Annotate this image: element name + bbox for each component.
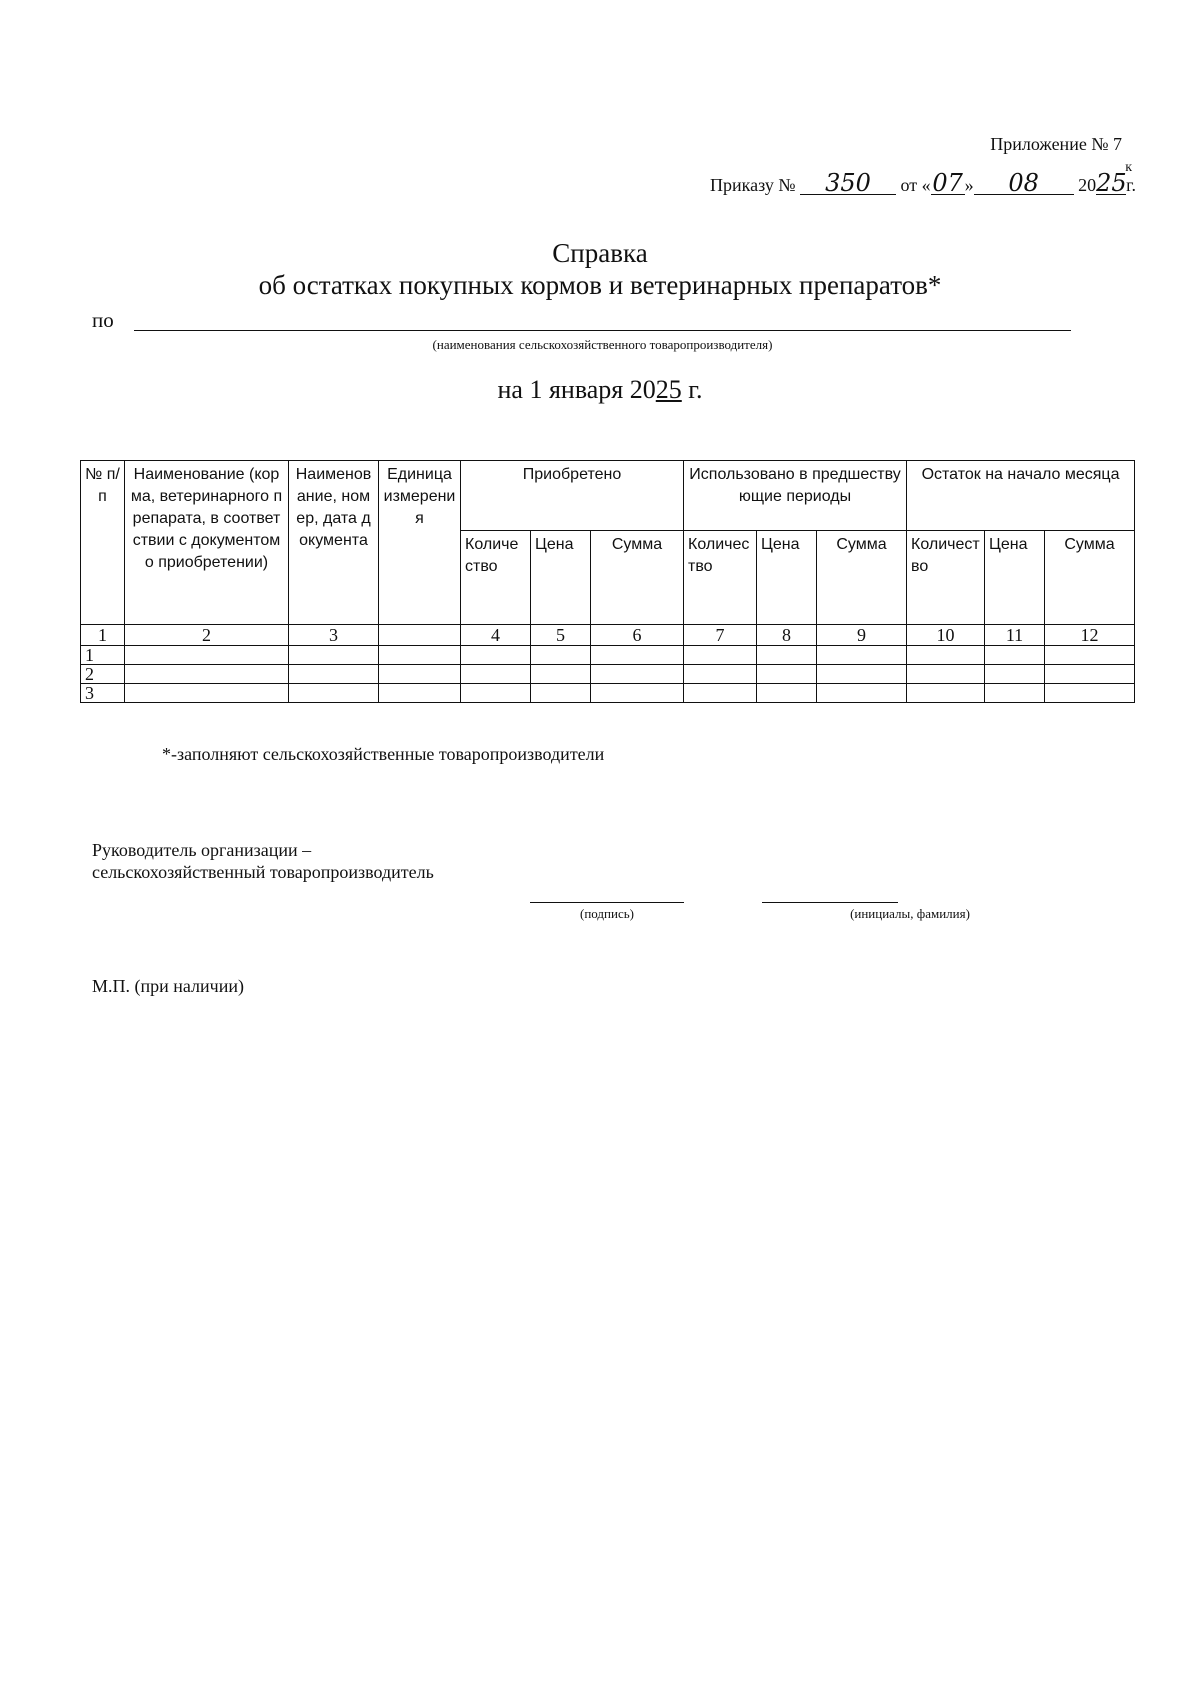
table-cell[interactable]: [684, 646, 757, 665]
document-subtitle: об остатках покупных кормов и ветеринарных препаратов*: [258, 270, 942, 300]
order-year-prefix: 20: [1078, 175, 1097, 195]
header-acquired: Приобретено: [461, 461, 684, 531]
header-acquired-qty: Количество: [461, 531, 531, 625]
column-number: [379, 625, 461, 646]
as-of-date: [0, 375, 1200, 405]
appendix-label: Приложение № 7: [990, 134, 1122, 154]
table-row: [81, 665, 1135, 684]
signature-caption: (подпись): [580, 906, 634, 921]
column-number: 9: [817, 625, 907, 646]
document-title: Справка: [552, 238, 648, 268]
order-from: от «: [900, 175, 931, 195]
table-row: [81, 684, 1135, 703]
order-number: 350: [800, 172, 896, 195]
column-number: 7: [684, 625, 757, 646]
table-cell[interactable]: [985, 646, 1045, 665]
order-year: 25: [1096, 169, 1127, 197]
row-number: 3: [81, 684, 125, 703]
table-cell[interactable]: [1045, 646, 1135, 665]
table-cell[interactable]: [531, 684, 591, 703]
producer-name-line[interactable]: [134, 330, 1071, 331]
column-number: 8: [757, 625, 817, 646]
header-remainder: Остаток на начало месяца: [907, 461, 1135, 531]
order-close-quote: »: [964, 175, 974, 195]
table-cell[interactable]: [531, 646, 591, 665]
table-cell[interactable]: [817, 665, 907, 684]
head-title-line1: Руководитель организации –: [92, 840, 312, 860]
table-cell[interactable]: [461, 684, 531, 703]
column-number: 10: [907, 625, 985, 646]
header-number: № п/ п: [81, 461, 125, 625]
column-number: 11: [985, 625, 1045, 646]
table-cell[interactable]: [985, 684, 1045, 703]
table-cell[interactable]: [125, 665, 289, 684]
table-cell[interactable]: [684, 684, 757, 703]
table-cell[interactable]: [461, 665, 531, 684]
header-remainder-qty: Количество: [907, 531, 985, 625]
table-cell[interactable]: [907, 665, 985, 684]
table-cell[interactable]: [461, 646, 531, 665]
table-cell[interactable]: [289, 684, 379, 703]
row-number: 2: [81, 665, 125, 684]
table-cell[interactable]: [379, 684, 461, 703]
header-used-sum: Сумма: [817, 531, 907, 625]
table-cell[interactable]: [591, 646, 684, 665]
table-row: [81, 646, 1135, 665]
order-prefix: Приказу №: [710, 175, 796, 195]
table-cell[interactable]: [289, 665, 379, 684]
as-of-prefix: на 1 января 20: [497, 375, 656, 404]
column-number: 12: [1045, 625, 1135, 646]
table-cell[interactable]: [757, 646, 817, 665]
producer-prefix: по: [92, 308, 114, 332]
head-title-line2: сельскохозяйственный товаропроизводитель: [92, 862, 434, 882]
name-caption: (инициалы, фамилия): [850, 906, 970, 921]
header-acquired-sum: Сумма: [591, 531, 684, 625]
table-cell[interactable]: [817, 684, 907, 703]
table-cell[interactable]: [125, 684, 289, 703]
order-year-suffix: г.: [1126, 175, 1136, 195]
footnote: *-заполняют сельскохозяйственные товаропроизводители: [162, 744, 605, 764]
table-cell[interactable]: [907, 646, 985, 665]
column-number: 5: [531, 625, 591, 646]
header-used-qty: Количество: [684, 531, 757, 625]
header-used: Использовано в предшествующие периоды: [684, 461, 907, 531]
table-cell[interactable]: [1045, 665, 1135, 684]
table-cell[interactable]: [757, 665, 817, 684]
remainder-table: [80, 460, 1135, 703]
column-number: 1: [81, 625, 125, 646]
order-reference: [710, 160, 1136, 197]
header-item-name: Наименование (корма, ветеринарного препарата, в соответствии с документом о приобретении): [125, 461, 289, 625]
table-cell[interactable]: [684, 665, 757, 684]
table-cell[interactable]: [379, 646, 461, 665]
order-day: 07: [932, 169, 963, 197]
table-cell[interactable]: [817, 646, 907, 665]
header-remainder-price: Цена: [985, 531, 1045, 625]
column-number: 3: [289, 625, 379, 646]
name-line[interactable]: [762, 902, 898, 903]
table-cell[interactable]: [985, 665, 1045, 684]
header-unit: Единица измерения: [379, 461, 461, 625]
header-remainder-sum: Сумма: [1045, 531, 1135, 625]
column-number: 6: [591, 625, 684, 646]
stamp-place: М.П. (при наличии): [92, 976, 244, 996]
table-cell[interactable]: [125, 646, 289, 665]
table-cell[interactable]: [289, 646, 379, 665]
header-acquired-price: Цена: [531, 531, 591, 625]
column-number: 2: [125, 625, 289, 646]
as-of-year: 25: [655, 375, 682, 404]
header-document: Наименование, номер, дата документа: [289, 461, 379, 625]
as-of-suffix: г.: [681, 375, 703, 404]
table-cell[interactable]: [907, 684, 985, 703]
order-superscript: к: [1125, 160, 1132, 175]
table-cell[interactable]: [591, 665, 684, 684]
row-number: 1: [81, 646, 125, 665]
column-number: 4: [461, 625, 531, 646]
signature-line[interactable]: [530, 902, 684, 903]
table-cell[interactable]: [591, 684, 684, 703]
table-cell[interactable]: [1045, 684, 1135, 703]
table-cell[interactable]: [531, 665, 591, 684]
order-month: 08: [974, 172, 1074, 195]
header-used-price: Цена: [757, 531, 817, 625]
table-cell[interactable]: [757, 684, 817, 703]
table-cell[interactable]: [379, 665, 461, 684]
producer-caption: (наименования сельскохозяйственного товаропроизводителя): [432, 337, 773, 352]
